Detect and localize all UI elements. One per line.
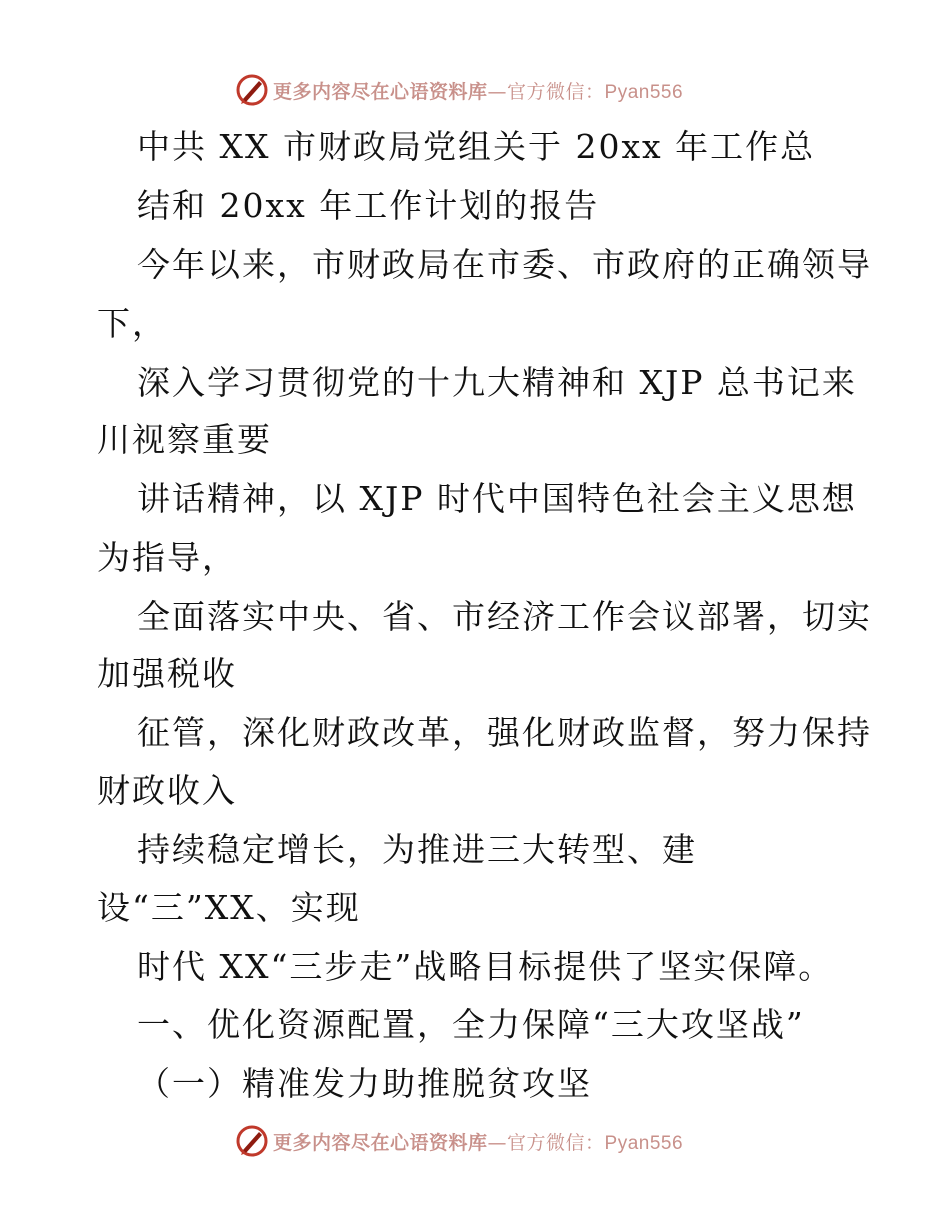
header-watermark — [235, 70, 755, 110]
watermark-id: Pyan556 — [604, 1132, 684, 1154]
paragraph-line: 今年以来，市财政局在市委、市政府的正确领导 — [137, 245, 872, 284]
pen-logo-icon — [235, 1124, 269, 1158]
paragraph-line: 深入学习贯彻党的十九大精神和 XJP 总书记来 — [137, 363, 857, 402]
footer-watermark — [235, 1121, 755, 1161]
paragraph-line: 时代 XX“三步走”战略目标提供了坚实保障。 — [137, 947, 834, 986]
pen-logo-icon — [235, 73, 269, 107]
paragraph-line: 下， — [97, 304, 167, 343]
paragraph-line: 全面落实中央、省、市经济工作会议部署，切实 — [137, 597, 872, 636]
watermark-label: 官方微信： — [507, 80, 605, 103]
watermark-brand: 更多内容尽在心语资料库 — [273, 1131, 488, 1154]
paragraph-line: 讲话精神，以 XJP 时代中国特色社会主义思想 — [137, 479, 857, 518]
watermark-id: Pyan556 — [604, 81, 684, 103]
watermark-label: 官方微信： — [507, 1131, 605, 1154]
section-heading: 一、优化资源配置，全力保障“三大攻坚战” — [137, 1005, 805, 1044]
title-line-1: 中共 XX 市财政局党组关于 20xx 年工作总 — [137, 127, 816, 166]
paragraph-line: 财政收入 — [97, 771, 237, 810]
paragraph-line: 设“三”XX、实现 — [97, 888, 361, 927]
watermark-dash: — — [487, 1131, 508, 1154]
paragraph-line: 川视察重要 — [97, 420, 272, 459]
title-line-2: 结和 20xx 年工作计划的报告 — [137, 186, 600, 225]
watermark-text — [273, 77, 683, 104]
watermark-brand: 更多内容尽在心语资料库 — [273, 80, 488, 103]
paragraph-line: 加强税收 — [97, 654, 237, 693]
paragraph-line: 持续稳定增长，为推进三大转型、建 — [137, 830, 697, 869]
subsection-heading: （一）精准发力助推脱贫攻坚 — [137, 1064, 592, 1103]
paragraph-line: 为指导， — [97, 538, 237, 577]
paragraph-line: 征管，深化财政改革，强化财政监督，努力保持 — [137, 713, 872, 752]
watermark-dash: — — [487, 80, 508, 103]
watermark-text — [273, 1128, 683, 1155]
